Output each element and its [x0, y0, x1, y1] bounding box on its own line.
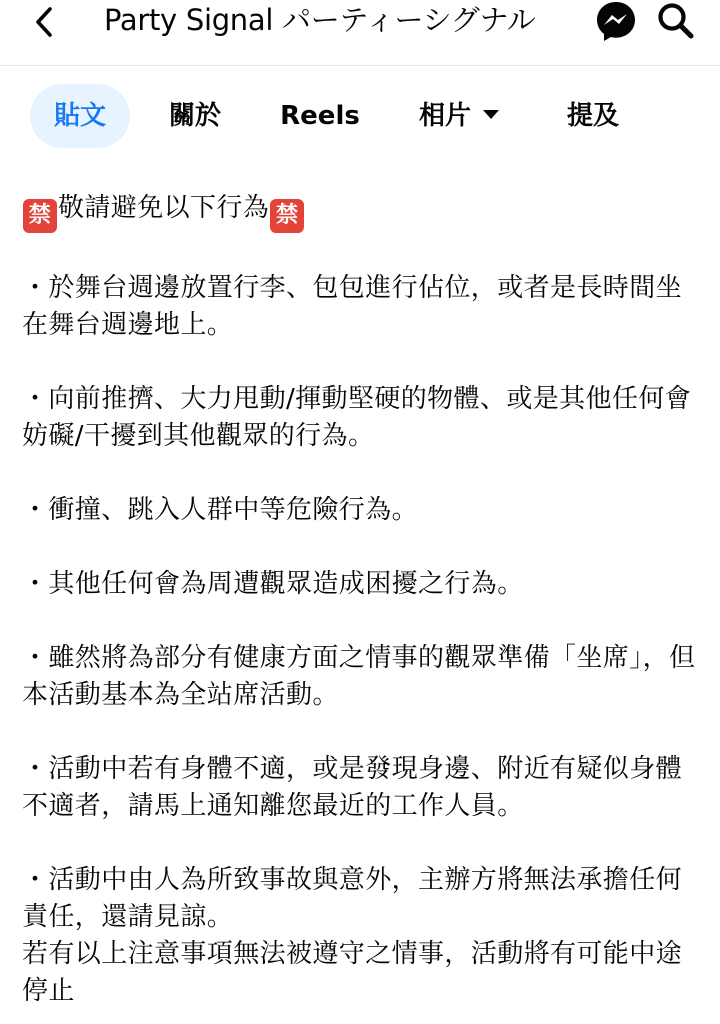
- tab-mentions[interactable]: [548, 84, 638, 148]
- messenger-icon: [594, 0, 638, 43]
- post-heading-text: 敬請避免以下行為: [58, 193, 270, 223]
- closing-note: 若有以上注意事項無法被遵守之情事，活動將有可能中途停止: [22, 939, 683, 1006]
- rule-item: ・雖然將為部分有健康方面之情事的觀眾準備「坐席」，但本活動基本為全站席活動。: [22, 643, 696, 710]
- top-bar: [0, 0, 720, 66]
- rule-item: ・衝撞、跳入人群中等危險行為。: [22, 495, 419, 525]
- rule-item: ・活動中若有身體不適，或是發現身邊、附近有疑似身體不適者，請馬上通知離您最近的工作人員。: [22, 754, 683, 821]
- tab-posts-label: 貼文: [53, 101, 106, 131]
- tab-about[interactable]: [150, 84, 240, 148]
- post-heading: [22, 190, 702, 233]
- chevron-left-icon: [32, 6, 56, 38]
- tab-reels[interactable]: [272, 84, 368, 148]
- rule-item: ・活動中由人為所致事故與意外，主辦方將無法承擔任何責任，還請見諒。: [22, 865, 683, 932]
- back-button[interactable]: [22, 2, 66, 42]
- tab-mentions-label: 提及: [566, 101, 619, 131]
- caret-down-icon: [483, 110, 499, 119]
- search-button[interactable]: [652, 0, 700, 44]
- tab-posts[interactable]: [30, 84, 130, 148]
- messenger-button[interactable]: [592, 0, 640, 44]
- tab-reels-label: Reels: [280, 101, 360, 131]
- search-icon: [656, 1, 696, 41]
- page-title: Party Signal パーティーシグナル: [104, 3, 536, 37]
- post-body: [22, 190, 702, 1010]
- page-tabs: [0, 66, 720, 166]
- prohibited-icon: 禁: [270, 199, 304, 233]
- rule-item: ・其他任何會為周遭觀眾造成困擾之行為。: [22, 569, 524, 599]
- tab-photos-label: 相片: [418, 101, 471, 131]
- rule-item: ・於舞台週邊放置行李、包包進行佔位，或者是長時間坐在舞台週邊地上。: [22, 273, 683, 340]
- prohibited-icon: 禁: [23, 199, 57, 233]
- tab-photos[interactable]: [404, 84, 514, 148]
- rule-item: ・向前推擠、大力甩動/揮動堅硬的物體、或是其他任何會妨礙/干擾到其他觀眾的行為。: [22, 384, 692, 451]
- tab-about-label: 關於: [168, 101, 221, 131]
